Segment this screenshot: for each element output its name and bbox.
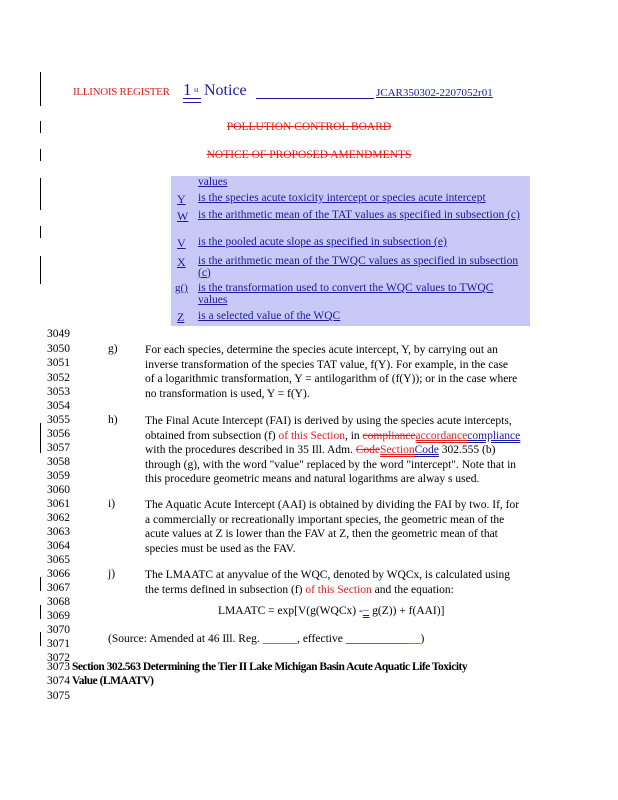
paragraph-line: of a logarithmic transformation, Y = antilogarithm of (f(Y)); or in the case where xyxy=(145,373,518,386)
inserted-text: compliance xyxy=(467,429,521,442)
paragraph-line: a commercially or recreationally important species, the geometric mean of the xyxy=(145,513,505,526)
definition-text: is the species acute toxicity intercept or species acute intercept xyxy=(198,192,486,204)
line-number: 3049 xyxy=(47,328,70,340)
definition-symbol: V xyxy=(177,236,186,250)
definition-symbol: X xyxy=(177,255,186,269)
paragraph-line: through (g), with the word "value" replaced by the word "intercept". Note that in xyxy=(145,458,517,471)
definition-text: values xyxy=(198,176,228,188)
line-number: 3062 xyxy=(47,512,70,524)
inserted-text: − xyxy=(362,605,370,617)
change-bar xyxy=(40,72,41,106)
text-run: obtained from subsection (f) xyxy=(145,429,279,442)
equation-part: LMAATC = exp[V(g(WQCx) - xyxy=(218,605,363,617)
line-number: 3068 xyxy=(47,596,70,608)
deleted-text: Code xyxy=(355,444,381,457)
line-number: 3056 xyxy=(47,428,70,440)
definition-symbol: Z xyxy=(177,310,185,324)
equation xyxy=(218,605,444,617)
deleted-text: compliance xyxy=(362,429,416,442)
line-number: 3069 xyxy=(47,610,70,622)
header-rule xyxy=(256,98,374,99)
definition-symbol: g() xyxy=(175,282,188,294)
text-run: with the procedures described in 35 Ill. Adm. xyxy=(145,444,356,457)
line-number: 3052 xyxy=(47,372,70,384)
issue-superscript: st xyxy=(194,86,199,94)
line-number: 3053 xyxy=(47,386,70,398)
blank: __ xyxy=(408,633,421,645)
item-label-j: j) xyxy=(108,568,116,580)
paragraph-line: The Aquatic Acute Intercept (AAI) is obtained by dividing the FAI by two. If, for xyxy=(145,499,520,511)
text-run: and the equation: xyxy=(371,583,454,596)
definition-symbol: W xyxy=(177,209,189,223)
line-number: 3070 xyxy=(47,624,70,636)
paragraph-h xyxy=(145,414,545,487)
paragraph-line: The Final Acute Intercept (FAI) is derived by using the species acute intercepts, xyxy=(145,415,512,427)
paragraph-line: inverse transformation of the species TAT value, f(Y). For example, in the case xyxy=(145,358,509,371)
line-number: 3071 xyxy=(47,638,70,650)
line-number: 3064 xyxy=(47,540,70,552)
line-number: 3054 xyxy=(47,400,70,412)
source-note xyxy=(108,633,424,645)
inserted-text: accordance xyxy=(415,429,468,442)
register-title: ILLINOIS REGISTER xyxy=(73,86,170,98)
paragraph-line: The LMAATC at anyvalue of the WQC, denoted by WQCx, is calculated using xyxy=(145,569,510,581)
text-run: the terms defined in subsection (f) xyxy=(145,583,306,596)
change-bar xyxy=(40,605,41,619)
definition-symbol: Y xyxy=(177,192,186,206)
paragraph-line xyxy=(145,583,545,598)
line-number: 3060 xyxy=(47,484,70,496)
line-number: 3058 xyxy=(47,456,70,468)
line-number: 3050 xyxy=(47,343,70,355)
section-heading: Section 302.563 Determining the Tier II Lake Michigan Basin Acute Aquatic Life Toxicity xyxy=(72,661,468,673)
definition-text: is the arithmetic mean of the TWQC values as specified in subsection (c) xyxy=(198,255,519,279)
definition-text: is the arithmetic mean of the TAT values as specified in subsection (c) xyxy=(198,209,520,221)
change-bar xyxy=(40,256,41,284)
paragraph-j xyxy=(145,568,545,597)
underline-mark xyxy=(183,102,201,103)
inserted-red-text: of this Section xyxy=(305,583,372,596)
line-number: 3051 xyxy=(47,357,70,369)
definition-text: is the transformation used to convert the WQC values to TWQC values xyxy=(198,282,494,306)
text-run: , in xyxy=(344,429,363,442)
line-number: 3063 xyxy=(47,526,70,538)
change-bar xyxy=(40,577,41,591)
change-bar xyxy=(40,423,41,453)
line-number: 3072 xyxy=(47,652,70,664)
definition-text: is the pooled acute slope as specified in subsection (e) xyxy=(198,236,447,248)
text-run: ) xyxy=(420,633,425,645)
line-number: 3055 xyxy=(47,414,70,426)
change-bar xyxy=(40,632,41,646)
line-number: 3066 xyxy=(47,568,70,580)
text-run: 302.555 (b) xyxy=(438,444,496,457)
paragraph-line: acute values at Z is lower than the FAV at Z, then the geometric mean of that xyxy=(145,528,498,541)
issue-number: 1 xyxy=(183,80,192,99)
line-number: 3074 xyxy=(47,675,70,687)
inserted-red-text: of this Section xyxy=(278,429,345,442)
paragraph-g xyxy=(145,343,545,401)
paragraph-line: For each species, determine the species acute intercept, Y, by carrying out an xyxy=(145,344,498,356)
definition-text: is a selected value of the WQC xyxy=(198,310,341,322)
paragraph-line: species must be used as the FAV. xyxy=(145,542,296,555)
text-run: (Source: Amended at 46 Ill. Reg. xyxy=(108,633,263,645)
item-label-i: i) xyxy=(108,498,116,510)
paragraph-line xyxy=(145,429,545,444)
line-number: 3073 xyxy=(47,661,70,673)
board-title: POLLUTION CONTROL BOARD xyxy=(226,121,392,133)
change-bar xyxy=(40,226,41,238)
change-bar xyxy=(40,178,41,210)
line-number: 3061 xyxy=(47,498,70,510)
item-label-h: h) xyxy=(108,414,118,426)
inserted-text: Code xyxy=(414,444,439,457)
notice-label: Notice xyxy=(204,82,247,99)
notice-title: NOTICE OF PROPOSED AMENDMENTS xyxy=(206,149,412,161)
underline-mark xyxy=(183,98,201,99)
paragraph-line: this procedure geometric means and natural logarithms are alway s used. xyxy=(145,473,480,486)
line-number: 3057 xyxy=(47,442,70,454)
inserted-text: Section xyxy=(380,444,415,457)
paragraph-line xyxy=(145,443,545,458)
equation-part: g(Z)) + f(AAI)] xyxy=(369,605,445,617)
line-number: 3067 xyxy=(47,582,70,594)
line-number: 3065 xyxy=(47,554,70,566)
blank: ___________ xyxy=(345,633,409,645)
line-number: 3075 xyxy=(47,690,70,702)
item-label-g: g) xyxy=(108,343,118,355)
document-code: JCAR350302-2207052r01 xyxy=(376,87,493,99)
section-heading-cont: Value (LMAATV) xyxy=(72,675,154,687)
paragraph-line: no transformation is used, Y = f(Y). xyxy=(145,387,310,400)
paragraph-i xyxy=(145,498,545,556)
line-number: 3059 xyxy=(47,470,70,482)
definitions-box xyxy=(171,176,530,326)
blank: ______ xyxy=(262,633,298,645)
text-run: , effective xyxy=(297,633,346,645)
